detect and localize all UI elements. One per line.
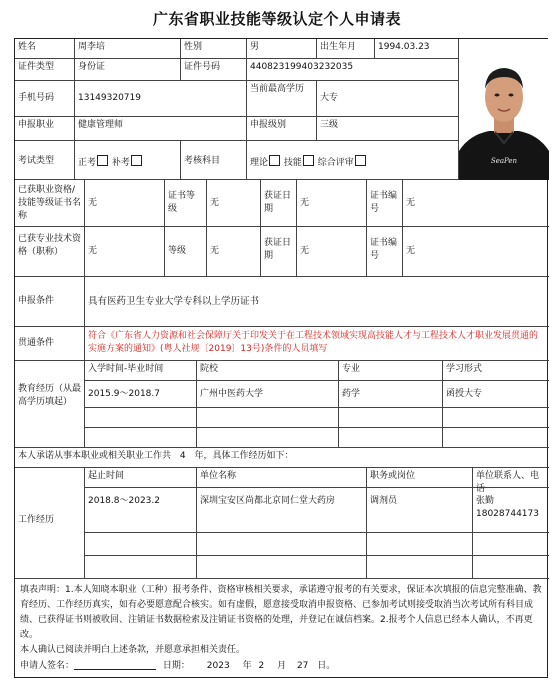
phone-label: 手机号码	[15, 81, 75, 117]
work-header-cell: 职务或岗位	[367, 468, 473, 488]
declaration	[15, 579, 549, 678]
job-value: 健康管理师	[75, 117, 247, 141]
work-cell[interactable]	[473, 556, 549, 579]
work-header-cell: 单位联系人、电话	[473, 468, 549, 488]
edu-cell[interactable]	[443, 408, 549, 428]
subject-options	[247, 141, 459, 180]
applicant-photo	[459, 39, 549, 180]
cert-no-value: 无	[403, 180, 549, 227]
idtype-label: 证件类型	[15, 59, 75, 81]
idno-label: 证件号码	[181, 59, 247, 81]
job-label: 申报职业	[15, 117, 75, 141]
work-intro	[15, 448, 549, 468]
cert-level-label: 证书等级	[165, 180, 207, 227]
month-unit: 月	[277, 661, 287, 671]
cert-date-value: 无	[297, 180, 367, 227]
day-unit: 日。	[317, 661, 336, 671]
sign-month: 2	[258, 661, 265, 671]
work-label: 工作经历	[15, 468, 85, 579]
edu-cell[interactable]: 函授大专	[443, 381, 549, 408]
edu-cell[interactable]: 药学	[339, 381, 443, 408]
edu-cell[interactable]	[197, 408, 339, 428]
year-unit: 年	[242, 661, 252, 671]
shirt-print: SeaPen	[490, 157, 518, 165]
opt-makeup-label: 补考	[111, 158, 130, 168]
title-level-label: 等级	[165, 227, 207, 277]
work-cell[interactable]	[367, 533, 473, 556]
signature-line	[20, 658, 544, 674]
level-value: 三级	[317, 117, 459, 141]
exam-type-label: 考试类型	[15, 141, 75, 180]
work-intro-suffix: 年，具体工作经历如下：	[194, 451, 294, 461]
title-date-value: 无	[297, 227, 367, 277]
condition-label: 申报条件	[15, 277, 85, 327]
declaration-confirm: 本人确认已阅读并明白上述条款，并愿意承担相关责任。	[20, 645, 246, 655]
cert-name-label: 已获职业资格/技能等级证书名称	[15, 180, 85, 227]
edu-header-cell: 院校	[197, 361, 339, 381]
work-cell[interactable]: 深圳宝安区尚都北京同仁堂大药房	[197, 488, 367, 533]
work-intro-prefix: 本人承诺从事本职业或相关职业工作共	[18, 451, 172, 461]
title-cert-label: 已获专业技术资格（职称）	[15, 227, 85, 277]
work-cell[interactable]	[85, 533, 197, 556]
edu-cell[interactable]	[85, 408, 197, 428]
edu-value: 大专	[317, 81, 459, 117]
cert-level-value: 无	[207, 180, 261, 227]
phone-value: 13149320719	[75, 81, 247, 117]
edu-cell[interactable]	[85, 428, 197, 448]
name-value: 周李培	[75, 39, 181, 59]
sub-theory-label: 理论	[250, 158, 269, 168]
subject-label: 考核科目	[181, 141, 247, 180]
declaration-text: 填表声明：1.本人知晓本职业（工种）报考条件、资格审核相关要求，承诺遵守报考的有关要求，保证本次填报的信息完整准确、教育经历、工作经历真实，如有必要愿意配合核实。如有虚假，愿意接受取消申报资格、已参加考试则接受取消当次考试所有科目成绩、已获得证书则被收回、注销证书数据检索及注销证书资格的处理，并登记在诚信档案。2.报考个人信息已经本人确认，不再更改。	[20, 585, 542, 640]
title-no-label: 证书编号	[367, 227, 403, 277]
title-level-value: 无	[207, 227, 261, 277]
sign-year: 2023	[206, 661, 230, 671]
page-title: 广东省职业技能等级认定个人申请表	[152, 10, 401, 28]
opt-formal-label: 正考	[78, 158, 97, 168]
sign-day: 27	[296, 661, 309, 671]
sub-review-label: 综合评审	[317, 158, 354, 168]
work-cell[interactable]: 张勤 18028744173	[473, 488, 549, 533]
opt-formal-checkbox[interactable]	[97, 155, 108, 166]
application-form	[14, 38, 548, 678]
sign-label: 申请人签名：	[20, 661, 75, 671]
cert-name-value: 无	[85, 180, 165, 227]
gender-value: 男	[247, 39, 317, 59]
work-cell[interactable]	[197, 556, 367, 579]
title-cert-value: 无	[85, 227, 165, 277]
sub-review-checkbox[interactable]	[355, 155, 366, 166]
name-label: 姓名	[15, 39, 75, 59]
edu-cell[interactable]	[443, 428, 549, 448]
title-no-value: 无	[403, 227, 549, 277]
work-header-cell: 单位名称	[197, 468, 367, 488]
date-label: 日期：	[162, 661, 190, 671]
birth-value: 1994.03.23	[375, 39, 459, 59]
birth-label: 出生年月	[317, 39, 375, 59]
edu-cell[interactable]: 2015.9～2018.7	[85, 381, 197, 408]
education-label: 教育经历（从最高学历填起）	[15, 361, 85, 448]
edu-cell[interactable]	[339, 408, 443, 428]
work-cell[interactable]	[197, 533, 367, 556]
cert-date-label: 获证日期	[261, 180, 297, 227]
cert-no-label: 证书编号	[367, 180, 403, 227]
work-cell[interactable]	[367, 556, 473, 579]
edu-header-cell: 专业	[339, 361, 443, 381]
work-cell[interactable]: 调剂员	[367, 488, 473, 533]
work-years: 4	[179, 451, 186, 461]
condition-value: 具有医药卫生专业大学专科以上学历证书	[85, 277, 549, 327]
edu-header-cell: 学习形式	[443, 361, 549, 381]
edu-cell[interactable]	[339, 428, 443, 448]
work-cell[interactable]	[85, 556, 197, 579]
edu-header-cell: 入学时间-毕业时间	[85, 361, 197, 381]
work-header-cell: 起止时间	[85, 468, 197, 488]
work-cell[interactable]: 2018.8～2023.2	[85, 488, 197, 533]
signature-field[interactable]	[74, 658, 156, 670]
idtype-value: 身份证	[75, 59, 181, 81]
sub-skill-label: 技能	[283, 158, 302, 168]
title-date-label: 获证日期	[261, 227, 297, 277]
bridge-label: 贯通条件	[15, 327, 85, 361]
edu-cell[interactable]	[197, 428, 339, 448]
sub-skill-checkbox[interactable]	[303, 155, 314, 166]
work-cell[interactable]	[473, 533, 549, 556]
bridge-value: 符合《广东省人力资源和社会保障厅关于印发关于在工程技术领域实现高技能人才与工程技术人才职业发展贯通的实施方案的通知》(粤人社规〔2019〕13号)条件的人员填写	[85, 327, 549, 361]
sub-theory-checkbox[interactable]	[269, 155, 280, 166]
edu-cell[interactable]: 广州中医药大学	[197, 381, 339, 408]
level-label: 申报级别	[247, 117, 317, 141]
idno-value: 440823199403232035	[247, 59, 459, 81]
opt-makeup-checkbox[interactable]	[131, 155, 142, 166]
edu-label: 当前最高学历	[247, 81, 317, 117]
gender-label: 性别	[181, 39, 247, 59]
exam-type-options	[75, 141, 181, 180]
